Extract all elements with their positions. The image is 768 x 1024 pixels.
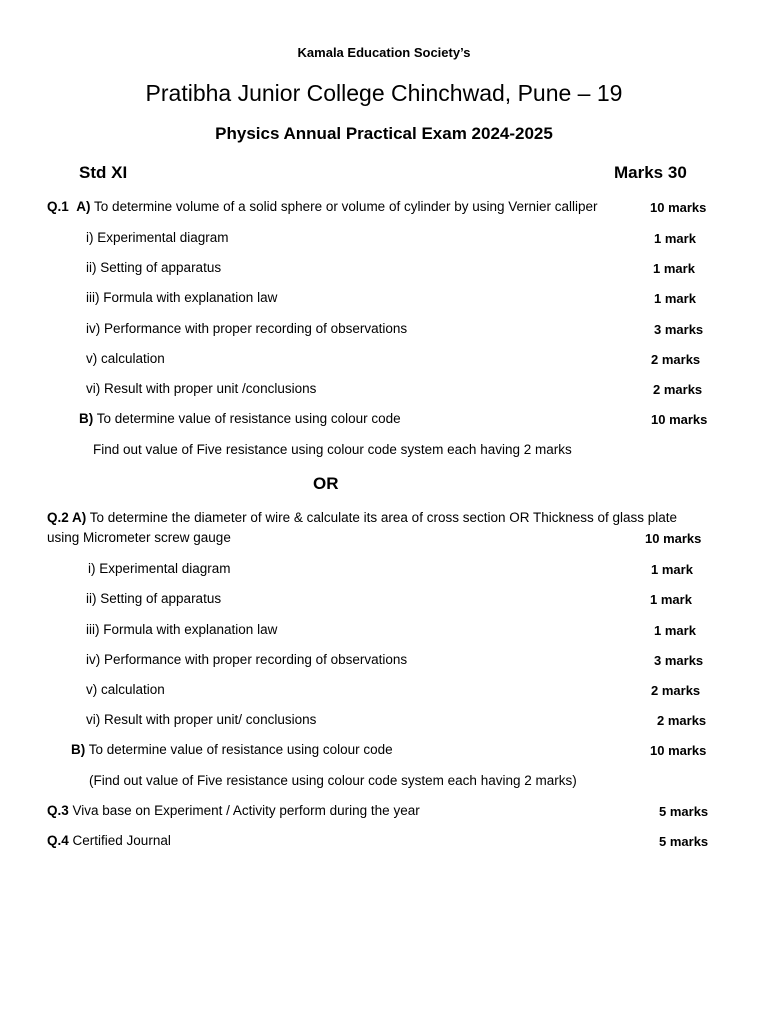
q1-item-5-marks: 2 marks	[651, 352, 701, 367]
q3-text: Viva base on Experiment / Activity perform during the year	[72, 803, 420, 818]
q3-question	[47, 803, 420, 818]
q4-label: Q.4	[47, 833, 69, 848]
q2-a-text-line2: using Micrometer screw gauge	[47, 530, 231, 545]
q1-item-6: vi) Result with proper unit /conclusions	[86, 381, 317, 396]
q2-item-3-marks: 1 mark	[654, 623, 696, 638]
q2-item-4-marks: 3 marks	[654, 653, 704, 668]
q1-item-2-marks: 1 mark	[653, 261, 695, 276]
q4-question	[47, 833, 171, 848]
q1-b-label: B)	[79, 411, 94, 426]
q2-item-2: ii) Setting of apparatus	[86, 591, 222, 606]
q1-item-5: v) calculation	[86, 351, 165, 366]
q2-a-marks: 10 marks	[645, 531, 702, 546]
q2-a-question-line1	[47, 510, 677, 525]
q2-item-5: v) calculation	[86, 682, 165, 697]
q1-b-text: To determine value of resistance using colour code	[96, 411, 401, 426]
q2-item-5-marks: 2 marks	[651, 683, 701, 698]
q1-a-question	[47, 199, 598, 214]
q2-b-question	[71, 742, 393, 757]
q2-b-marks: 10 marks	[650, 743, 707, 758]
society-name: Kamala Education Society’s	[297, 45, 471, 60]
q2-item-2-marks: 1 mark	[650, 592, 692, 607]
q1-item-4: iv) Performance with proper recording of observations	[86, 321, 408, 336]
q1-item-1-marks: 1 mark	[654, 231, 696, 246]
q2-item-6-marks: 2 marks	[657, 713, 707, 728]
q1-a-marks: 10 marks	[650, 200, 707, 215]
q2-b-note: (Find out value of Five resistance using colour code system each having 2 marks)	[89, 773, 577, 788]
q2-b-text: To determine value of resistance using colour code	[88, 742, 393, 757]
or-divider: OR	[313, 474, 339, 493]
q1-item-3-marks: 1 mark	[654, 291, 696, 306]
total-marks: Marks 30	[614, 163, 687, 182]
q2-item-1: i) Experimental diagram	[88, 561, 231, 576]
q1-a-label: A)	[76, 199, 91, 214]
q1-item-6-marks: 2 marks	[653, 382, 703, 397]
q2-a-label: Q.2 A)	[47, 510, 87, 525]
q1-b-note: Find out value of Five resistance using colour code system each having 2 marks	[93, 442, 572, 457]
q1-label: Q.1	[47, 199, 69, 214]
college-name: Pratibha Junior College Chinchwad, Pune – 19	[145, 80, 623, 106]
q1-a-text: To determine volume of a solid sphere or volume of cylinder by using Vernier calliper	[94, 199, 598, 214]
q4-text: Certified Journal	[72, 833, 171, 848]
q1-b-question	[79, 411, 401, 426]
q2-item-6: vi) Result with proper unit/ conclusions	[86, 712, 317, 727]
q2-a-text-line1: To determine the diameter of wire & calculate its area of cross section OR Thickness of glass plate	[89, 510, 678, 525]
q3-marks: 5 marks	[659, 804, 709, 819]
q1-item-4-marks: 3 marks	[654, 322, 704, 337]
q1-item-1: i) Experimental diagram	[86, 230, 229, 245]
q2-b-label: B)	[71, 742, 86, 757]
q2-item-3: iii) Formula with explanation law	[86, 622, 278, 637]
q1-b-marks: 10 marks	[651, 412, 708, 427]
exam-title: Physics Annual Practical Exam 2024-2025	[215, 124, 553, 143]
q2-item-4: iv) Performance with proper recording of observations	[86, 652, 408, 667]
q4-marks: 5 marks	[659, 834, 709, 849]
std-label: Std XI	[79, 163, 128, 182]
q3-label: Q.3	[47, 803, 69, 818]
q1-item-2: ii) Setting of apparatus	[86, 260, 222, 275]
q2-item-1-marks: 1 mark	[651, 562, 693, 577]
q1-item-3: iii) Formula with explanation law	[86, 290, 278, 305]
